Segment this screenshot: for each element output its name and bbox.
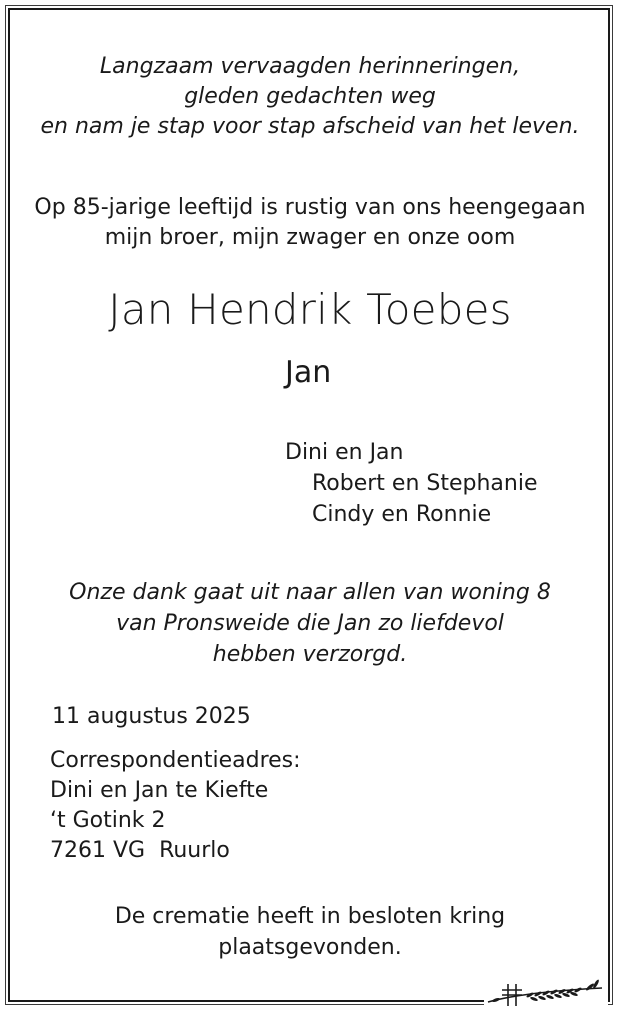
- poem-line: gleden gedachten weg: [184, 84, 436, 109]
- deceased-nickname: Jan: [285, 355, 332, 390]
- poem-line: en nam je stap voor stap afscheid van het leven.: [40, 114, 580, 139]
- intro-line: mijn broer, mijn zwager en onze oom: [104, 225, 516, 250]
- thanks-line: van Pronsweide die Jan zo liefdevol: [116, 611, 504, 636]
- cross-with-branch-icon: [484, 978, 608, 1010]
- family-line: Robert en Stephanie: [312, 471, 538, 496]
- thanks-line: hebben verzorgd.: [212, 642, 408, 667]
- poem: [0, 52, 620, 142]
- family-line: Cindy en Ronnie: [312, 502, 492, 527]
- intro-line: Op 85-jarige leeftijd is rustig van ons heengegaan: [34, 195, 586, 220]
- family-line: Dini en Jan: [285, 440, 404, 465]
- closing-line: De crematie heeft in besloten kring: [114, 904, 506, 929]
- address-street: ‘t Gotink 2: [50, 808, 166, 833]
- closing-line: plaatsgevonden.: [218, 935, 402, 960]
- thanks-text: [0, 577, 620, 670]
- correspondence-address: [50, 746, 301, 866]
- address-city: 7261 VG Ruurlo: [50, 838, 230, 863]
- poem-line: Langzaam vervaagden herinneringen,: [99, 54, 521, 79]
- address-name: Dini en Jan te Kiefte: [50, 778, 269, 803]
- deceased-full-name: Jan Hendrik Toebes: [108, 285, 512, 334]
- notice-date: 11 augustus 2025: [52, 704, 251, 729]
- closing-text: [0, 901, 620, 963]
- intro-text: [0, 193, 620, 253]
- address-label: Correspondentieadres:: [50, 748, 301, 773]
- thanks-line: Onze dank gaat uit naar allen van woning 8: [69, 580, 551, 605]
